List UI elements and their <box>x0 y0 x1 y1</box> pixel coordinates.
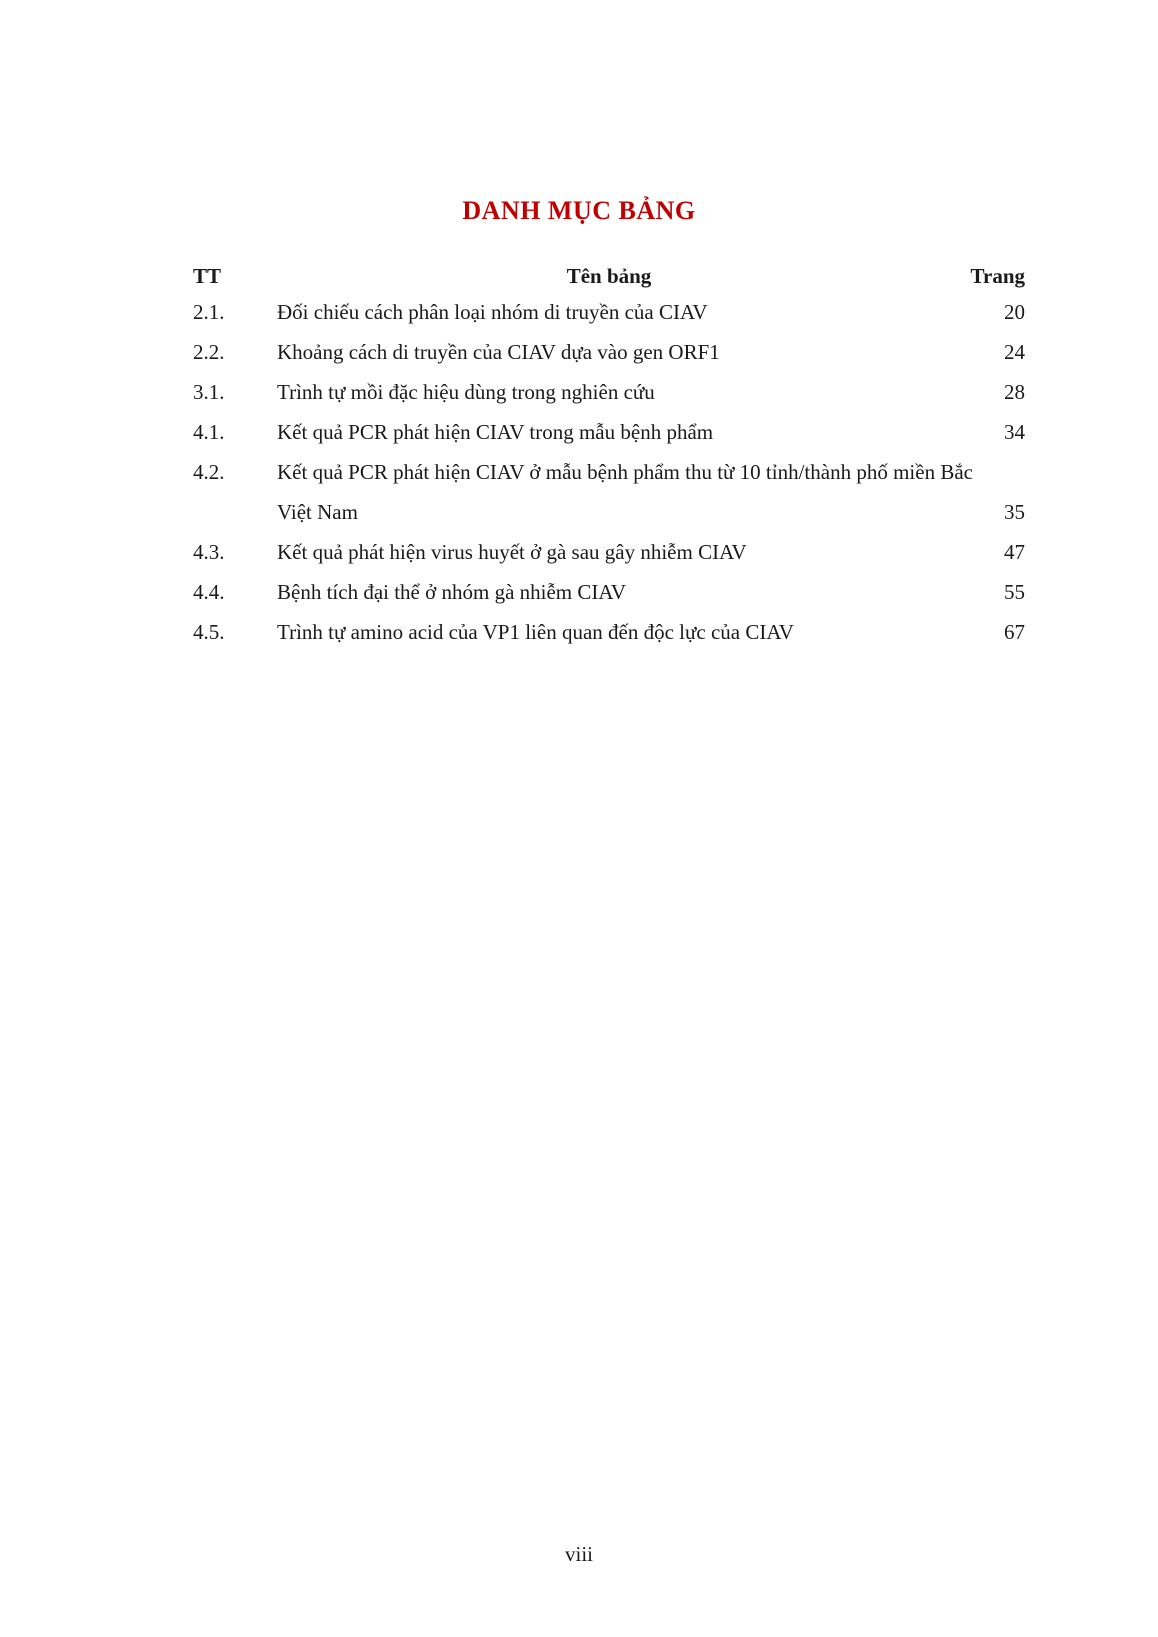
entry-number: 4.1. <box>193 420 225 444</box>
entry-page: 55 <box>1004 580 1025 604</box>
page-number: viii <box>564 1542 593 1566</box>
table-of-tables <box>193 252 1025 652</box>
header-tt: TT <box>193 264 222 288</box>
entry-page: 35 <box>1004 500 1025 524</box>
entry-page: 24 <box>1004 340 1025 364</box>
entry-number: 4.3. <box>193 540 225 564</box>
list-item[interactable] <box>193 292 1025 332</box>
entry-number: 2.2. <box>193 340 225 364</box>
entry-number: 4.2. <box>193 460 225 484</box>
entry-number: 3.1. <box>193 380 225 404</box>
page-title: DANH MỤC BẢNG <box>462 196 696 225</box>
entry-number: 2.1. <box>193 300 225 324</box>
list-item[interactable] <box>193 332 1025 372</box>
entry-title: Kết quả phát hiện virus huyết ở gà sau gây nhiễm CIAV <box>277 540 747 564</box>
entry-title: Khoảng cách di truyền của CIAV dựa vào gen ORF1 <box>277 340 720 364</box>
list-item[interactable] <box>193 612 1025 652</box>
entry-title: Kết quả PCR phát hiện CIAV trong mẫu bệnh phẩm <box>277 420 714 444</box>
entry-page: 34 <box>1004 420 1025 444</box>
list-item[interactable] <box>193 452 1025 532</box>
entry-number: 4.5. <box>193 620 225 644</box>
table-header <box>193 252 1025 292</box>
header-page: Trang <box>970 264 1025 288</box>
entry-page: 67 <box>1004 620 1025 644</box>
entry-title: Kết quả PCR phát hiện CIAV ở mẫu bệnh phẩm thu từ 10 tỉnh/thành phố miền Bắc Việt Nam <box>277 460 973 524</box>
list-item[interactable] <box>193 572 1025 612</box>
entry-title: Trình tự mồi đặc hiệu dùng trong nghiên cứu <box>277 380 655 404</box>
entry-title: Trình tự amino acid của VP1 liên quan đến độc lực của CIAV <box>277 620 794 644</box>
entry-page: 20 <box>1004 300 1025 324</box>
header-name: Tên bảng <box>566 264 652 288</box>
entry-page: 28 <box>1004 380 1025 404</box>
entry-page: 47 <box>1004 540 1025 564</box>
entry-title: Đối chiếu cách phân loại nhóm di truyền của CIAV <box>277 300 708 324</box>
list-item[interactable] <box>193 532 1025 572</box>
list-item[interactable] <box>193 372 1025 412</box>
entry-number: 4.4. <box>193 580 225 604</box>
list-item[interactable] <box>193 412 1025 452</box>
entry-title: Bệnh tích đại thể ở nhóm gà nhiễm CIAV <box>277 580 627 604</box>
